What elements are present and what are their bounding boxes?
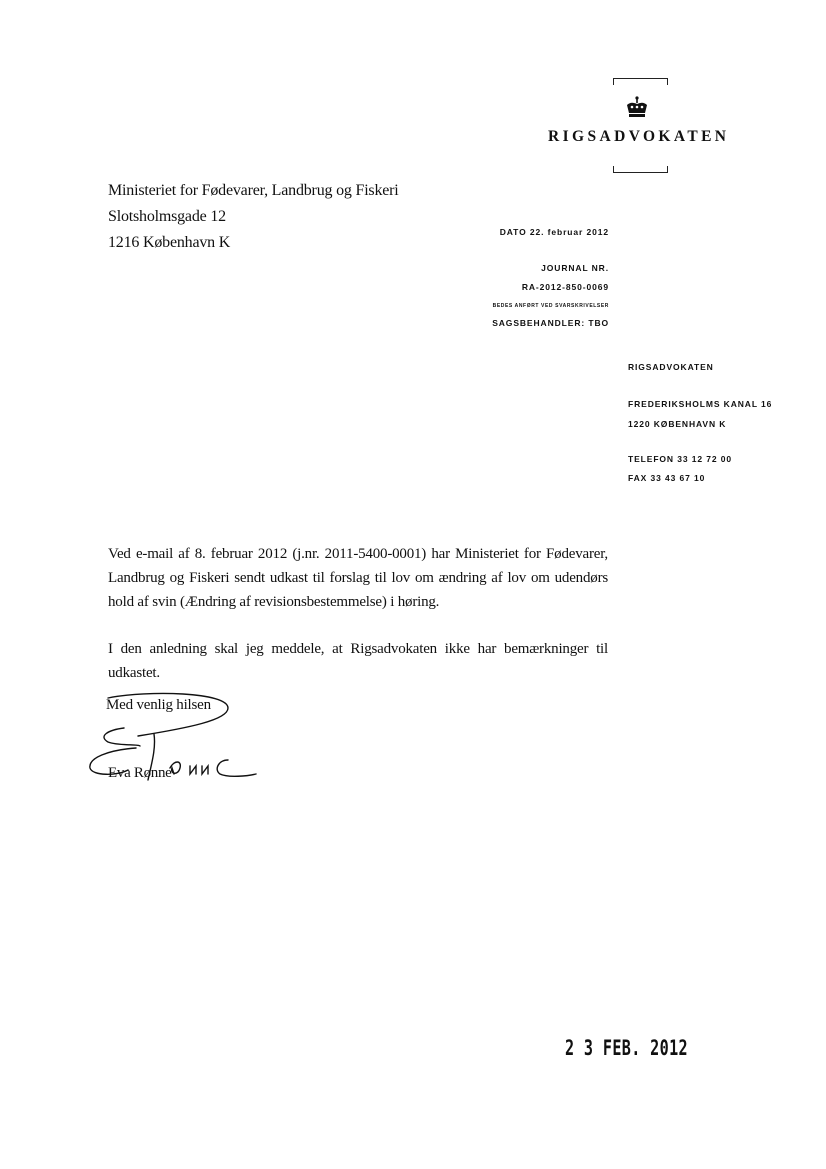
reply-note: BEDES ANFØRT VED SVARSKRIVELSER — [492, 303, 609, 309]
sender-street: FREDERIKSHOLMS KANAL 16 — [628, 399, 773, 409]
body-paragraph: I den anledning skal jeg meddele, at Rigsadvokaten ikke har bemærkninger til udkastet. — [108, 641, 608, 681]
letter-date: DATO 22. februar 2012 — [499, 227, 609, 237]
recipient-line: 1216 København K — [108, 234, 231, 251]
crown-icon — [625, 96, 649, 118]
journal-number: RA-2012-850-0069 — [521, 282, 609, 292]
sender-phone: TELEFON 33 12 72 00 — [628, 454, 733, 464]
recipient-line: Slotsholmsgade 12 — [108, 208, 226, 225]
recipient-address — [108, 178, 399, 256]
sender-name: RIGSADVOKATEN — [628, 362, 714, 372]
agency-name: RIGSADVOKATEN — [548, 128, 730, 145]
sender-fax: FAX 33 43 67 10 — [628, 473, 706, 483]
signatory-name: Eva Rønne — [108, 765, 172, 781]
handwritten-signature — [78, 690, 258, 800]
letterhead-frame-top — [613, 78, 668, 85]
recipient-line: Ministeriet for Fødevarer, Landbrug og Fiskeri — [108, 182, 399, 199]
letterhead-frame-bottom — [613, 166, 668, 173]
received-date-stamp: 2 3 FEB. 2012 — [565, 1036, 689, 1060]
sender-city: 1220 KØBENHAVN K — [628, 419, 727, 429]
closing-greeting: Med venlig hilsen — [106, 697, 211, 713]
body-paragraph: Ved e-mail af 8. februar 2012 (j.nr. 2011-5400-0001) har Ministeriet for Fødevarer, Landbrug og Fiskeri sendt udkast til forslag til lov om ændring af lov om udendørs hold af svin (Ændring af revisionsbestemmelse) i høring. — [108, 546, 608, 610]
journal-label: JOURNAL NR. — [541, 263, 609, 273]
case-handler: SAGSBEHANDLER: TBO — [492, 318, 609, 328]
